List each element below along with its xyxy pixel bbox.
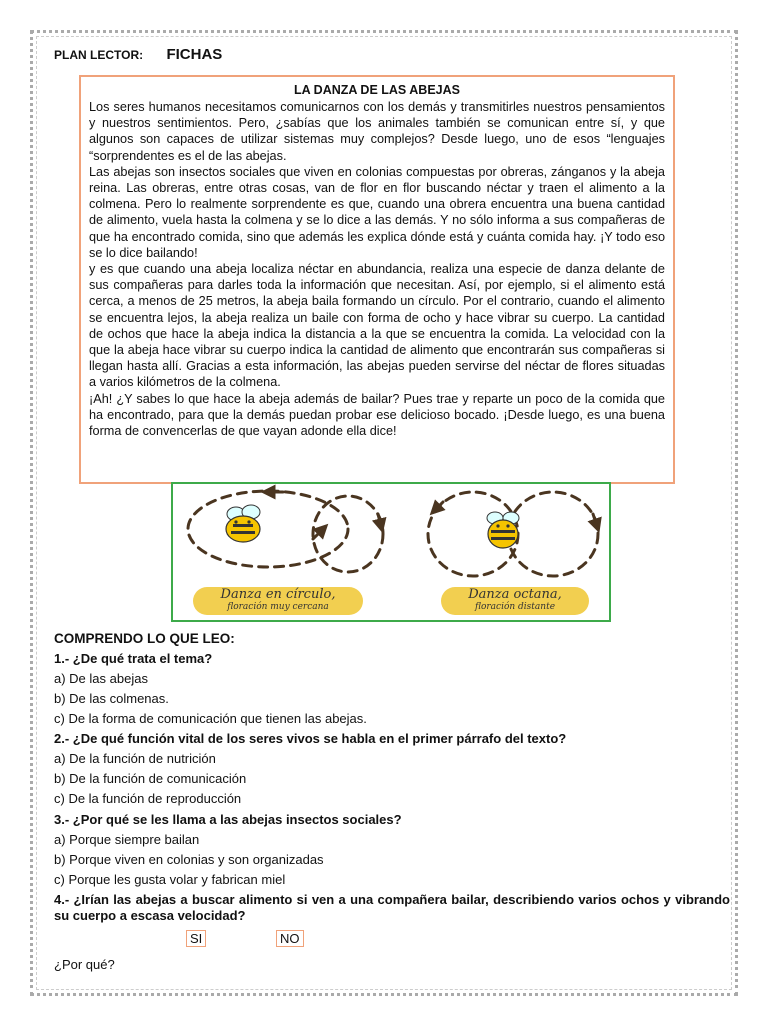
story-paragraph-1: Los seres humanos necesitamos comunicarnos con los demás y transmitirles nuestros pensamientos y nuestros sentimientos. Pero, ¿sabías que los animales también se comunican entre sí, y que algunos son capaces de utilizar sistemas muy complejos? Desde luego, uno de esos “lenguajes “sorprendentes es el de las abejas. <box>89 100 665 163</box>
story-box <box>79 75 675 484</box>
q2-option-a[interactable]: a) De la función de nutrición <box>54 751 216 766</box>
quiz-heading: COMPRENDO LO QUE LEO: <box>54 631 235 646</box>
answer-no-box[interactable]: NO <box>276 930 304 947</box>
eight-dance-title: Danza octana, <box>468 587 562 602</box>
circle-dance-path <box>188 491 383 572</box>
q3-question: 3.- ¿Por qué se les llama a las abejas insectos sociales? <box>54 812 402 827</box>
bee-left-icon <box>226 505 260 542</box>
q4-question: 4.- ¿Irían las abejas a buscar alimento si ven a una compañera bailar, describiendo varios ochos y vibrando su cuerpo a escasa velocidad? <box>54 892 730 923</box>
why-prompt: ¿Por qué? <box>54 957 115 972</box>
q1-question: 1.- ¿De qué trata el tema? <box>54 651 213 666</box>
q3-option-b[interactable]: b) Porque viven en colonias y son organizadas <box>54 852 324 867</box>
circle-dance-subtitle: floración muy cercana <box>227 602 329 612</box>
q1-option-b[interactable]: b) De las colmenas. <box>54 691 169 706</box>
plan-lector-label: PLAN LECTOR: <box>54 48 144 62</box>
story-paragraph-2: Las abejas son insectos sociales que viven en colonias compuestas por obreras, zánganos y la abeja reina. Las obreras, entre otras cosas, van de flor en flor buscando néctar y traen el alimento a la colmena. Pero lo realmente sorprendente es que, cuando una obrera encuentra una buena cantidad de alimento, vuela hasta la colmena y se lo dice a las demás. Y no sólo informa a sus compañeras de que ha encontrado comida, sino que además les explica dónde está y cuánta comida hay. ¡Y todo eso se lo dice bailando! <box>89 164 665 260</box>
header <box>54 46 222 63</box>
q1-option-a[interactable]: a) De las abejas <box>54 671 148 686</box>
fichas-label: FICHAS <box>166 46 223 63</box>
q2-option-b[interactable]: b) De la función de comunicación <box>54 771 247 786</box>
eight-dance-subtitle: floración distante <box>474 602 556 612</box>
q3-option-c[interactable]: c) Porque les gusta volar y fabrican miel <box>54 872 286 887</box>
bee-dance-illustration <box>171 482 611 622</box>
q3-option-a[interactable]: a) Porque siempre bailan <box>54 832 200 847</box>
eight-dance-label <box>441 587 589 615</box>
circle-dance-label <box>193 587 363 615</box>
q2-question: 2.- ¿De qué función vital de los seres vivos se habla en el primer párrafo del texto? <box>54 731 567 746</box>
bee-right-icon <box>487 512 519 548</box>
circle-dance-title: Danza en círculo, <box>220 587 336 602</box>
answer-si-box[interactable]: SI <box>186 930 206 947</box>
story-title: LA DANZA DE LAS ABEJAS <box>294 83 460 97</box>
story-paragraph-3: y es que cuando una abeja localiza néctar en abundancia, realiza una especie de danza delante de sus compañeras para darles toda la información que necesitan. Así, por ejemplo, si el alimento está cerca, a menos de 25 metros, la abeja baila formando un círculo. Por el contrario, cuando el alimento se encuentra lejos, la abeja realiza un baile con forma de ocho y hace vibrar su cuerpo. La cantidad de ochos que hace la abeja indica la distancia a la que se encuentra la comida. La velocidad con la que la abeja hace vibrar su cuerpo indica la cantidad de alimento que encontrarán sus compañeras si llegan hasta allí. Gracias a esta información, las abejas pueden servirse del néctar de flores situadas a varios kilómetros de la colmena. <box>89 262 665 390</box>
story-paragraph-4: ¡Ah! ¿Y sabes lo que hace la abeja además de bailar? Pues trae y reparte un poco de la comida que ha encontrado, para que la demás puedan probar ese delicioso bocado. ¡Desde luego, es una buena forma de convencerlas de que vayan adonde ella dice! <box>89 391 665 439</box>
q2-option-c[interactable]: c) De la función de reproducción <box>54 791 242 806</box>
q1-option-c[interactable]: c) De la forma de comunicación que tienen las abejas. <box>54 711 367 726</box>
